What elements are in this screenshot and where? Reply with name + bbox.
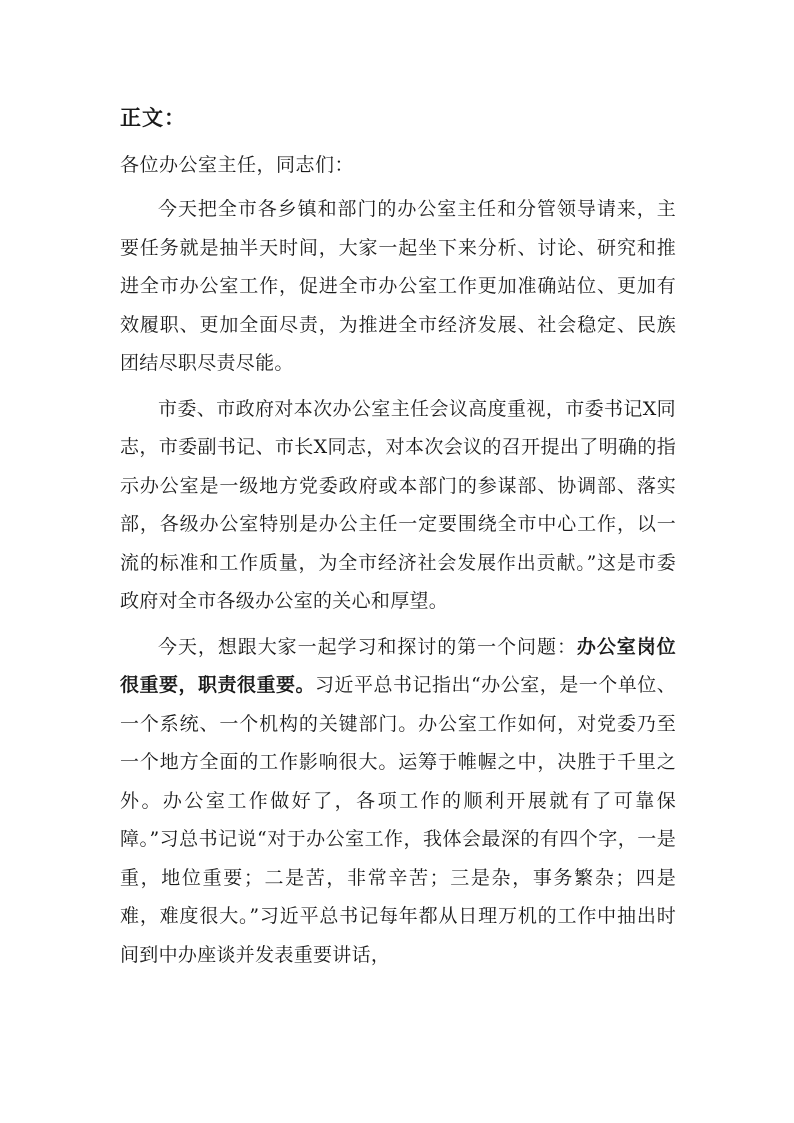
section-heading: 正文： (120, 106, 186, 130)
paragraph-1: 今天把全市各乡镇和部门的办公室主任和分管领导请来，主要任务就是抽半天时间，大家一起坐下来分析、讨论、研究和推进全市办公室工作，促进全市办公室工作更加准确站位、更加有效履职、更加全面尽责，为推进全市经济发展、社会稳定、民族团结尽职尽责尽能。 (120, 198, 676, 374)
paragraph-3-emphasis: 办公室岗位很重要，职责很重要。 (120, 635, 676, 696)
paragraph-3 (120, 628, 676, 975)
paragraph-3-rest: 习近平总书记指出“办公室，是一个单位、一个系统、一个机构的关键部门。办公室工作如何，对党委乃至一个地方全面的工作影响很大。运筹于帷幄之中，决胜于千里之外。办公室工作做好了，各项工作的顺利开展就有了可靠保障。”习总书记说“对于办公室工作，我体会最深的有四个字，一是重，地位重要；二是苦，非常辛苦；三是杂，事务繁杂；四是难，难度很大。”习近平总书记每年都从日理万机的工作中抽出时间到中办座谈并发表重要讲话， (120, 674, 676, 966)
salutation: 各位办公室主任，同志们： (120, 154, 355, 176)
document-body (120, 98, 676, 981)
paragraph-3-lead: 今天，想跟大家一起学习和探讨的第一个问题： (158, 635, 577, 658)
paragraph-2: 市委、市政府对本次办公室主任会议高度重视，市委书记X同志，市委副书记、市长X同志，对本次会议的召开提出了明确的指示办公室是一级地方党委政府或本部门的参谋部、协调部、落实部，各级办公室特别是办公主任一定要围绕全市中心工作，以一流的标准和工作质量，为全市经济社会发展作出贡献。”这是市委政府对全市各级办公室的关心和厚望。 (120, 397, 676, 612)
